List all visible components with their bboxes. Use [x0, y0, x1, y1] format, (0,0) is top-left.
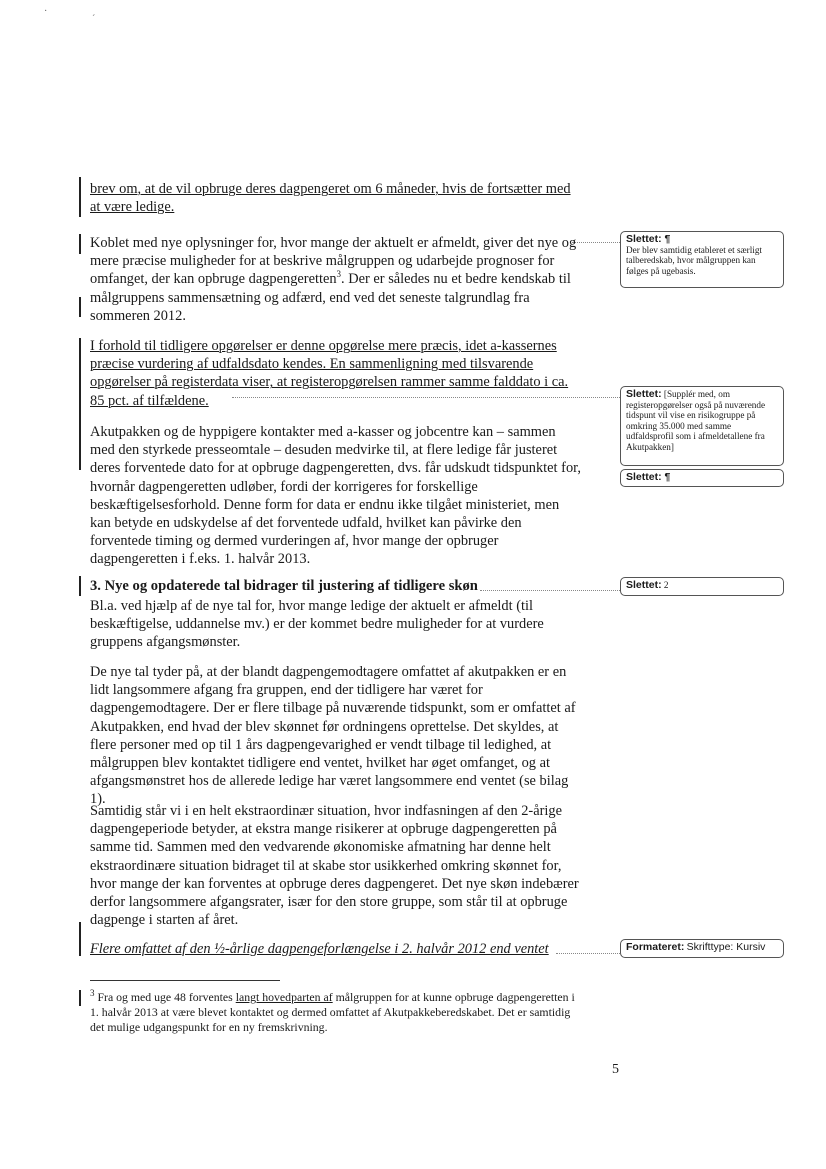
comment-leader — [232, 397, 620, 398]
paragraph-nye-tal: De nye tal tyder på, at der blandt dagpengemodtagere omfattet af akutpakken er en lidt langsommere afgang fra gruppen, end der tidligere har været for dagpengemodtagere. Der er flere tilbage på nuværende tidspunkt, som er omfattet af Akutpakken, end hvad der blev skønnet før ordningens oprettelse. Det skyldes, at flere personer med op til 1 års dagpengevarighed er vendt tilbage til ledighed, at målgruppen blev kontaktet tidligere end ventet, hvilket har øget omfanget, og at afgangsmønstret hos de allerede ledige har været langsommere end ventet (se bilag 1). — [90, 664, 576, 808]
scan-mark: · — [44, 6, 48, 17]
paragraph-samtidig: Samtidig står vi i en helt ekstraordinær situation, hvor indfasningen af den 2-årige dagpengeperiode betyder, at ekstra mange risikerer at opbruge dagpengeretten på samme tid. Sammen med den vedvarende økonomiske afmatning har denne helt ekstraordinære situation bidraget til at skabe stor usikkerhed omkring skønnet for, hvor mange der kan forventes at opbruge deres dagpengeret. Det nye skøn indebærer derfor langsommere afgangsrater, især for den store gruppe, som står til at opbruge dagpenge i starten af året. — [90, 803, 579, 929]
paragraph-iforhold: I forhold til tidligere opgørelser er denne opgørelse mere præcis, idet a-kassernes præcise vurdering af udfaldsdato kendes. En sammenligning med tilsvarende opgørelser på registerdata viser, at registeropgørelsen rammer samme falddato i ca. 85 pct. af tilfældene. — [90, 338, 569, 409]
italic-subheading: Flere omfattet af den ½-årlige dagpengeforlængelse i 2. halvår 2012 end ventet — [90, 941, 549, 957]
top-fragment-line1: brev om, at de vil opbruge deres dagpengeret om 6 måneder, hvis de fortsætter med — [90, 181, 571, 197]
change-bar — [79, 338, 81, 470]
change-bar — [79, 234, 81, 254]
change-bar — [79, 297, 81, 317]
comment-leader — [572, 242, 620, 243]
change-bar — [79, 922, 81, 956]
change-bar — [79, 990, 81, 1006]
change-bar — [79, 177, 81, 217]
footnote-separator — [90, 980, 280, 981]
footnote-ref[interactable]: 3 — [336, 269, 342, 280]
paragraph-koblet: Koblet med nye oplysninger for, hvor mange der aktuelt er afmeldt, giver det nye og mere præcise muligheder for at beskrive målgruppen og udarbejde prognoser for omfanget, der kan opbruge dagpengeretten$^3$. Der er således nu et bedre kendskab til målgruppens sammensætning og adfærd, end ved det seneste talgrundlag fra sommeren 2012. — [90, 235, 577, 324]
comment-balloon-deleted-1[interactable]: Slettet: ¶ Der blev samtidig etableret et særligt talberedskab, hvor målgruppen kan følges på ugebasis. — [620, 231, 784, 288]
page-number: 5 — [612, 1062, 619, 1077]
comment-balloon-formatted[interactable]: Formateret: Skrifttype: Kursiv — [620, 939, 784, 958]
top-fragment — [90, 180, 582, 216]
comment-leader — [556, 953, 620, 954]
scan-mark: ´ — [92, 14, 96, 25]
change-bar — [79, 576, 81, 596]
comment-leader — [480, 590, 620, 591]
footnote: $^3$ Fra og med uge 48 forventes langt hovedparten af målgruppen for at kunne opbruge dagpengeretten i 1. halvår 2013 at være blevet kontaktet og dermed omfattet af Akutpakkeberedskabet. Det er samtidig det mulige udgangspunkt for en ny fremskrivning. — [90, 988, 575, 1034]
comment-balloon-deleted-3[interactable]: Slettet: ¶ — [620, 469, 784, 487]
paragraph-bla: Bl.a. ved hjælp af de nye tal for, hvor mange ledige der aktuelt er afmeldt (til beskæftigelse, uddannelse mv.) er der kommet bedre muligheder for at vurdere gruppens afgangsmønster. — [90, 598, 544, 651]
paragraph-akutpakken: Akutpakken og de hyppigere kontakter med a-kasser og jobcentre kan – sammen med den styrkede presseomtale – desuden medvirke til, at flere ledige får justeret deres forventede dato for at opbruge dagpengeretten, dvs. får udskudt tidspunktet for, hvornår dagpengeretten udløber, fordi der korrigeres for forskellige beskæftigelsesforhold. Denne form for data er endnu ikke tilgået ministeriet, men kan betyde en udskydelse af det forventede udfald, hvilket kan påvirke den forventede timing og dermed vurderingen af, hvor mange der opbruger dagpengeretten i f.eks. 1. halvår 2013. — [90, 424, 581, 568]
comment-balloon-deleted-2[interactable]: Slettet: [Supplér med, om registeropgørelser også på nuværende tidspunt vil vise en risikogruppe på omkring 35.000 med samme udfaldsprofil som i afmeldetallene fra Akutpakken] — [620, 386, 784, 466]
section-heading: 3. Nye og opdaterede tal bidrager til justering af tidligere skøn — [90, 578, 478, 594]
top-fragment-line2: at være ledige. — [90, 199, 175, 216]
comment-balloon-deleted-4[interactable]: Slettet: 2 — [620, 577, 784, 596]
